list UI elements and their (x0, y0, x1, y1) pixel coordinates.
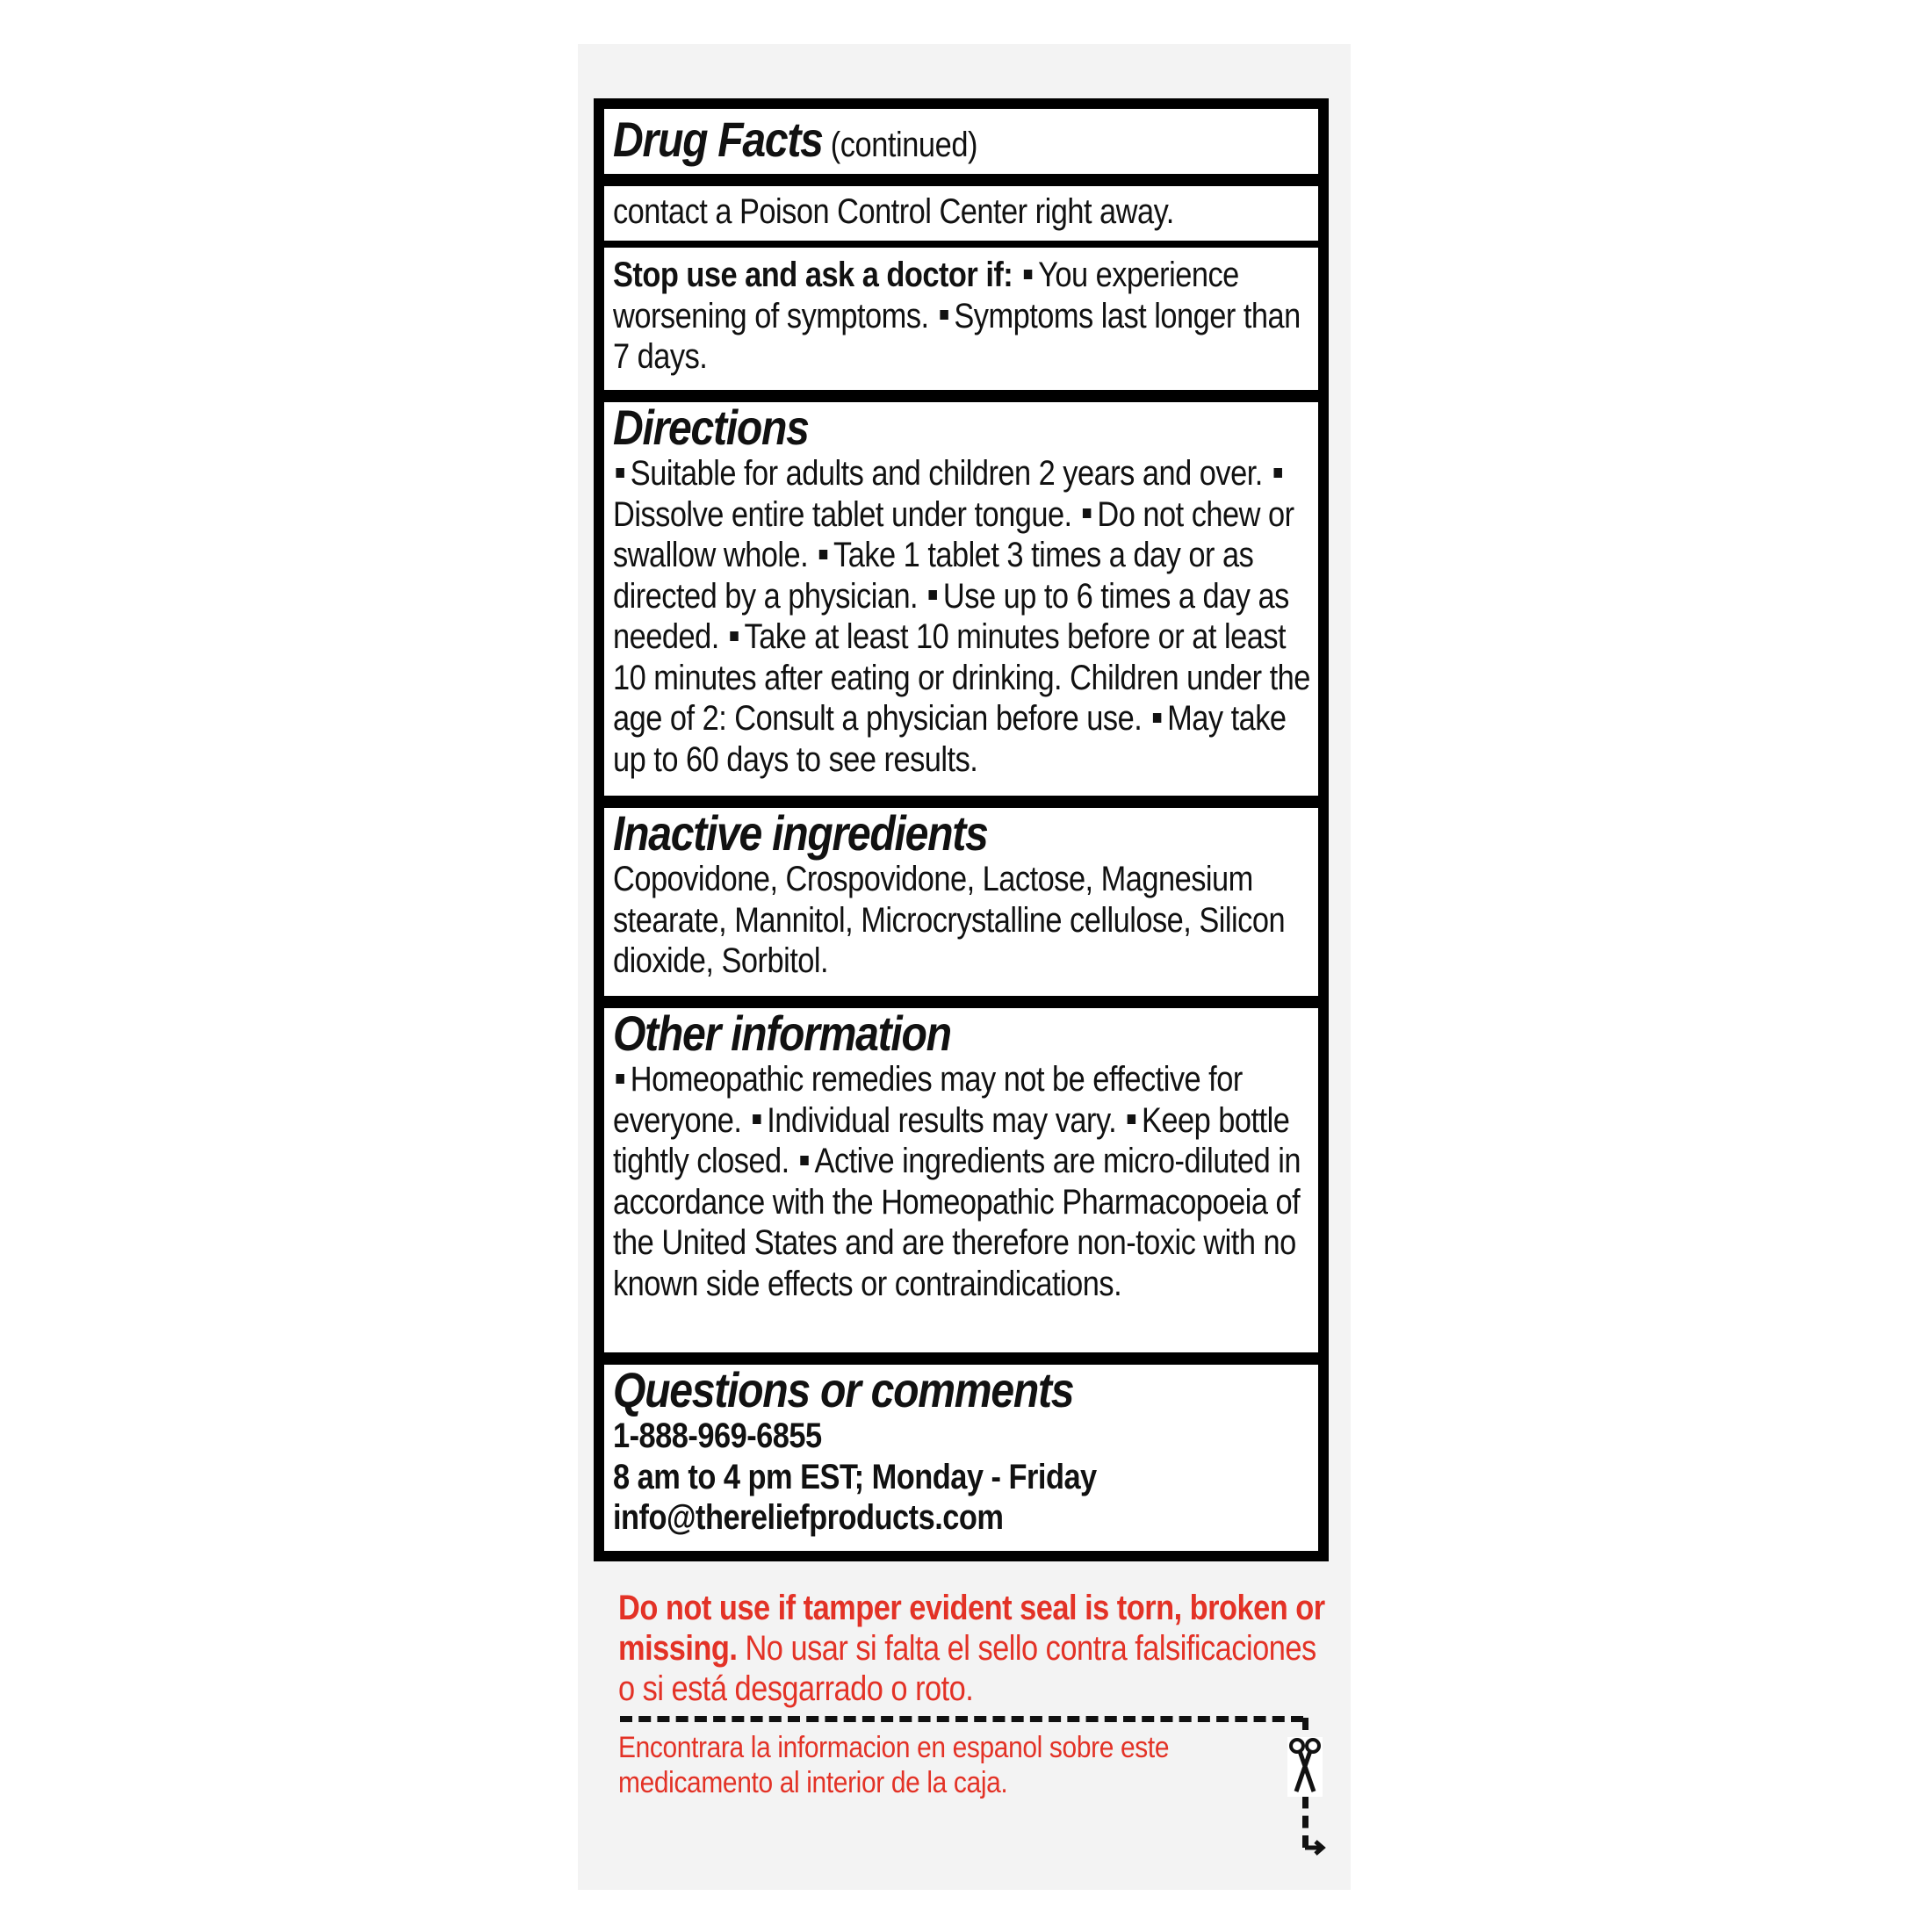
bullet-icon (1128, 1114, 1135, 1124)
inactive-ingredients-text: Copovidone, Crospovidone, Lactose, Magnesium stearate, Mannitol, Microcrystalline cellulose, Silicon dioxide, Sorbitol. (613, 860, 1286, 980)
stop-use-label: Stop use and ask a doctor if: (613, 256, 1013, 294)
directions-item: Suitable for adults and children 2 years and over. (630, 454, 1263, 493)
inactive-ingredients-title: Inactive ingredients (613, 808, 988, 861)
questions-title: Questions or comments (613, 1365, 1074, 1417)
other-information-section (604, 1008, 1318, 1352)
directions-item: Dissolve entire tablet under tongue. (613, 494, 1072, 534)
bullet-icon (730, 631, 738, 641)
directions-item: May take up to 60 days to see results. (613, 699, 1287, 779)
bullet-icon (1083, 508, 1091, 518)
cut-line-horizontal (620, 1716, 1303, 1722)
spanish-info-text: Encontrara la informacion en espanol sobre este medicamento al interior de la caja. (618, 1731, 1170, 1799)
bullet-icon (1153, 713, 1161, 723)
tamper-warning-spanish: No usar si falta el sello contra falsificaciones o si está desgarrado o roto. (618, 1629, 1316, 1708)
stop-use-section (604, 248, 1318, 390)
scissors-icon (1287, 1737, 1323, 1797)
directions-item: Do not chew or swallow whole. (613, 494, 1294, 574)
bullet-icon (940, 310, 948, 320)
drug-facts-title: Drug Facts (613, 112, 823, 167)
tamper-warning-bold: Do not use if tamper evident seal is torn, broken or missing. (618, 1589, 1325, 1668)
drug-facts-continued: (continued) (830, 126, 978, 164)
arrow-right-icon (1305, 1839, 1328, 1856)
directions-item: Take at least 10 minutes before or at least 10 minutes after eating or drinking. Children under the age of 2: Consult a physician before use. (613, 617, 1310, 738)
spanish-info-note (618, 1730, 1268, 1800)
other-information-item: Homeopathic remedies may not be effective for everyone. (613, 1060, 1243, 1140)
stop-use-item: You experience worsening of symptoms. (613, 256, 1239, 335)
bullet-icon (1024, 270, 1032, 279)
bullet-icon (800, 1156, 808, 1165)
questions-email[interactable]: info@thereliefproducts.com (613, 1498, 1004, 1537)
questions-phone[interactable]: 1-888-969-6855 (613, 1417, 822, 1455)
bullet-icon (616, 1074, 624, 1084)
bullet-icon (616, 468, 624, 478)
directions-title: Directions (613, 402, 809, 455)
inactive-ingredients-section (604, 808, 1318, 996)
directions-section (604, 402, 1318, 796)
directions-item: Take 1 tablet 3 times a day or as directed by a physician. (613, 536, 1254, 616)
bullet-icon (1273, 468, 1281, 478)
bullet-icon (929, 590, 937, 600)
other-information-item: Keep bottle tightly closed. (613, 1100, 1290, 1180)
questions-hours: 8 am to 4 pm EST; Monday - Friday (613, 1457, 1097, 1496)
poison-control-section (604, 186, 1318, 241)
other-information-item: Individual results may vary. (767, 1100, 1117, 1140)
stop-use-item: Symptoms last longer than 7 days. (613, 296, 1301, 376)
bullet-icon (753, 1114, 761, 1124)
drug-facts-panel (594, 98, 1329, 1561)
other-information-title: Other information (613, 1008, 951, 1061)
drug-facts-header (604, 109, 1318, 174)
questions-section (604, 1365, 1318, 1551)
other-information-item: Active ingredients are micro-diluted in accordance with the Homeopathic Pharmacopoeia of the United States and are therefore non-toxic with no known side effects or contraindications. (613, 1142, 1301, 1303)
tamper-warning (618, 1588, 1338, 1709)
bullet-icon (819, 550, 827, 559)
poison-control-text: contact a Poison Control Center right away. (613, 192, 1174, 231)
directions-item: Use up to 6 times a day as needed. (613, 576, 1289, 656)
